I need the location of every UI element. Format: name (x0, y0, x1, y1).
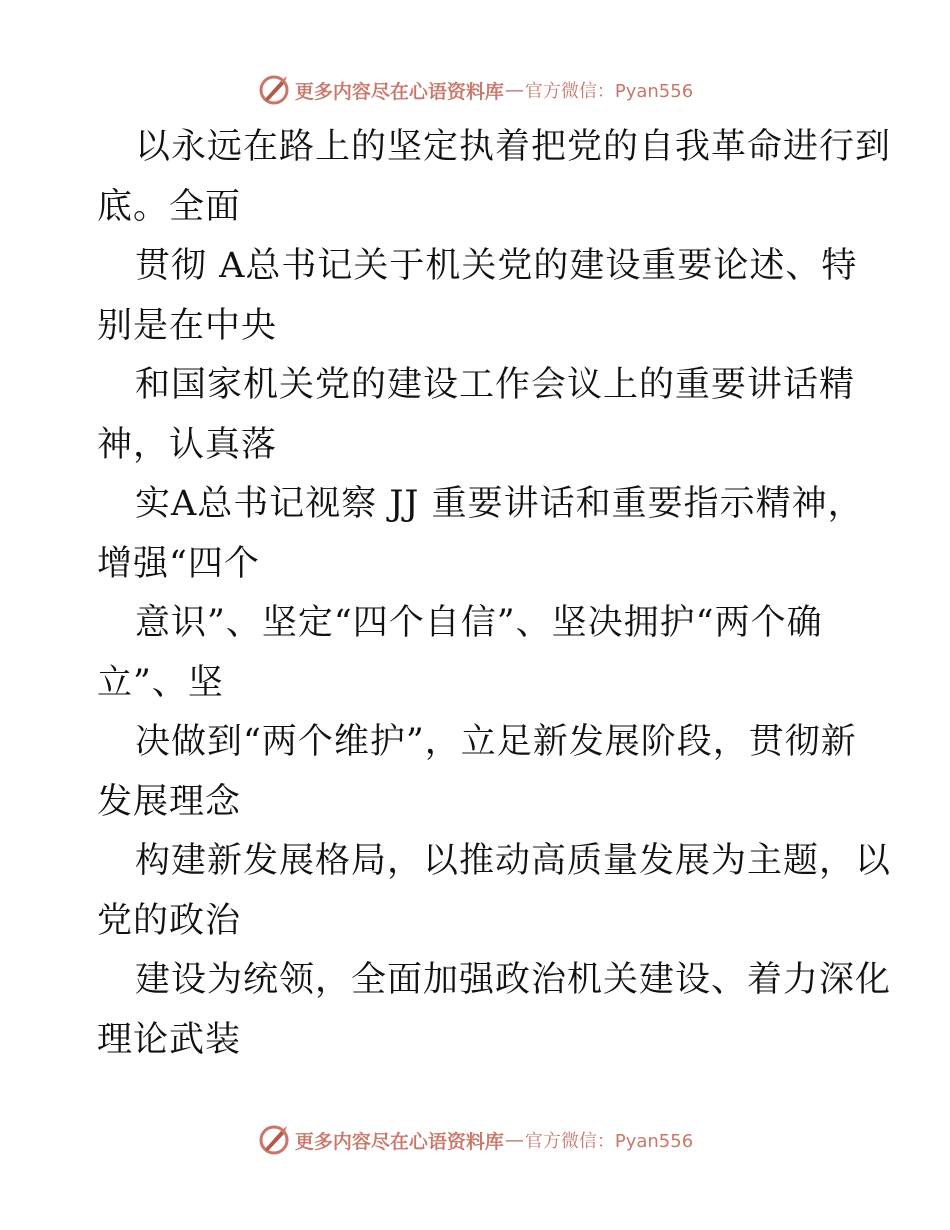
body-line: 和国家机关党的建设工作会议上的重要讲话精 (135, 365, 856, 405)
watermark-brand-text: 更多内容尽在心语资料库 (294, 80, 504, 103)
body-line: 建设为统领，全面加强政治机关建设、着力深化 (135, 960, 892, 1000)
quill-pen-circle-icon (257, 73, 291, 107)
body-line: 别是在中央 (97, 305, 278, 346)
body-line: 以永远在路上的坚定执着把党的自我革命进行到 (135, 127, 892, 167)
body-line: 增强“四个 (97, 543, 260, 584)
footer-watermark (0, 1120, 950, 1160)
watermark-separator: — (504, 79, 524, 101)
body-line: 实A总书记视察 JJ 重要讲话和重要指示精神， (135, 484, 864, 524)
body-line: 立”、坚 (97, 662, 224, 703)
header-watermark (0, 70, 950, 110)
watermark-wechat-text: 官方微信：Pyan556 (524, 81, 694, 102)
document-body (97, 118, 892, 1070)
body-line: 底。全面 (97, 186, 242, 227)
body-line: 贯彻 A总书记关于机关党的建设重要论述、特 (135, 246, 858, 286)
watermark-separator: — (504, 1129, 524, 1151)
body-line: 发展理念 (97, 781, 242, 822)
body-line: 理论武装 (97, 1019, 242, 1060)
quill-pen-circle-icon (257, 1123, 291, 1157)
body-line: 构建新发展格局，以推动高质量发展为主题，以 (135, 841, 892, 881)
watermark-brand-text: 更多内容尽在心语资料库 (294, 1130, 504, 1153)
body-line: 意识”、坚定“四个自信”、坚决拥护“两个确 (135, 603, 823, 643)
body-line: 神，认真落 (97, 424, 278, 465)
body-line: 决做到“两个维护”，立足新发展阶段，贯彻新 (135, 722, 857, 762)
body-line: 党的政治 (97, 900, 242, 941)
watermark-wechat-text: 官方微信：Pyan556 (524, 1131, 694, 1152)
